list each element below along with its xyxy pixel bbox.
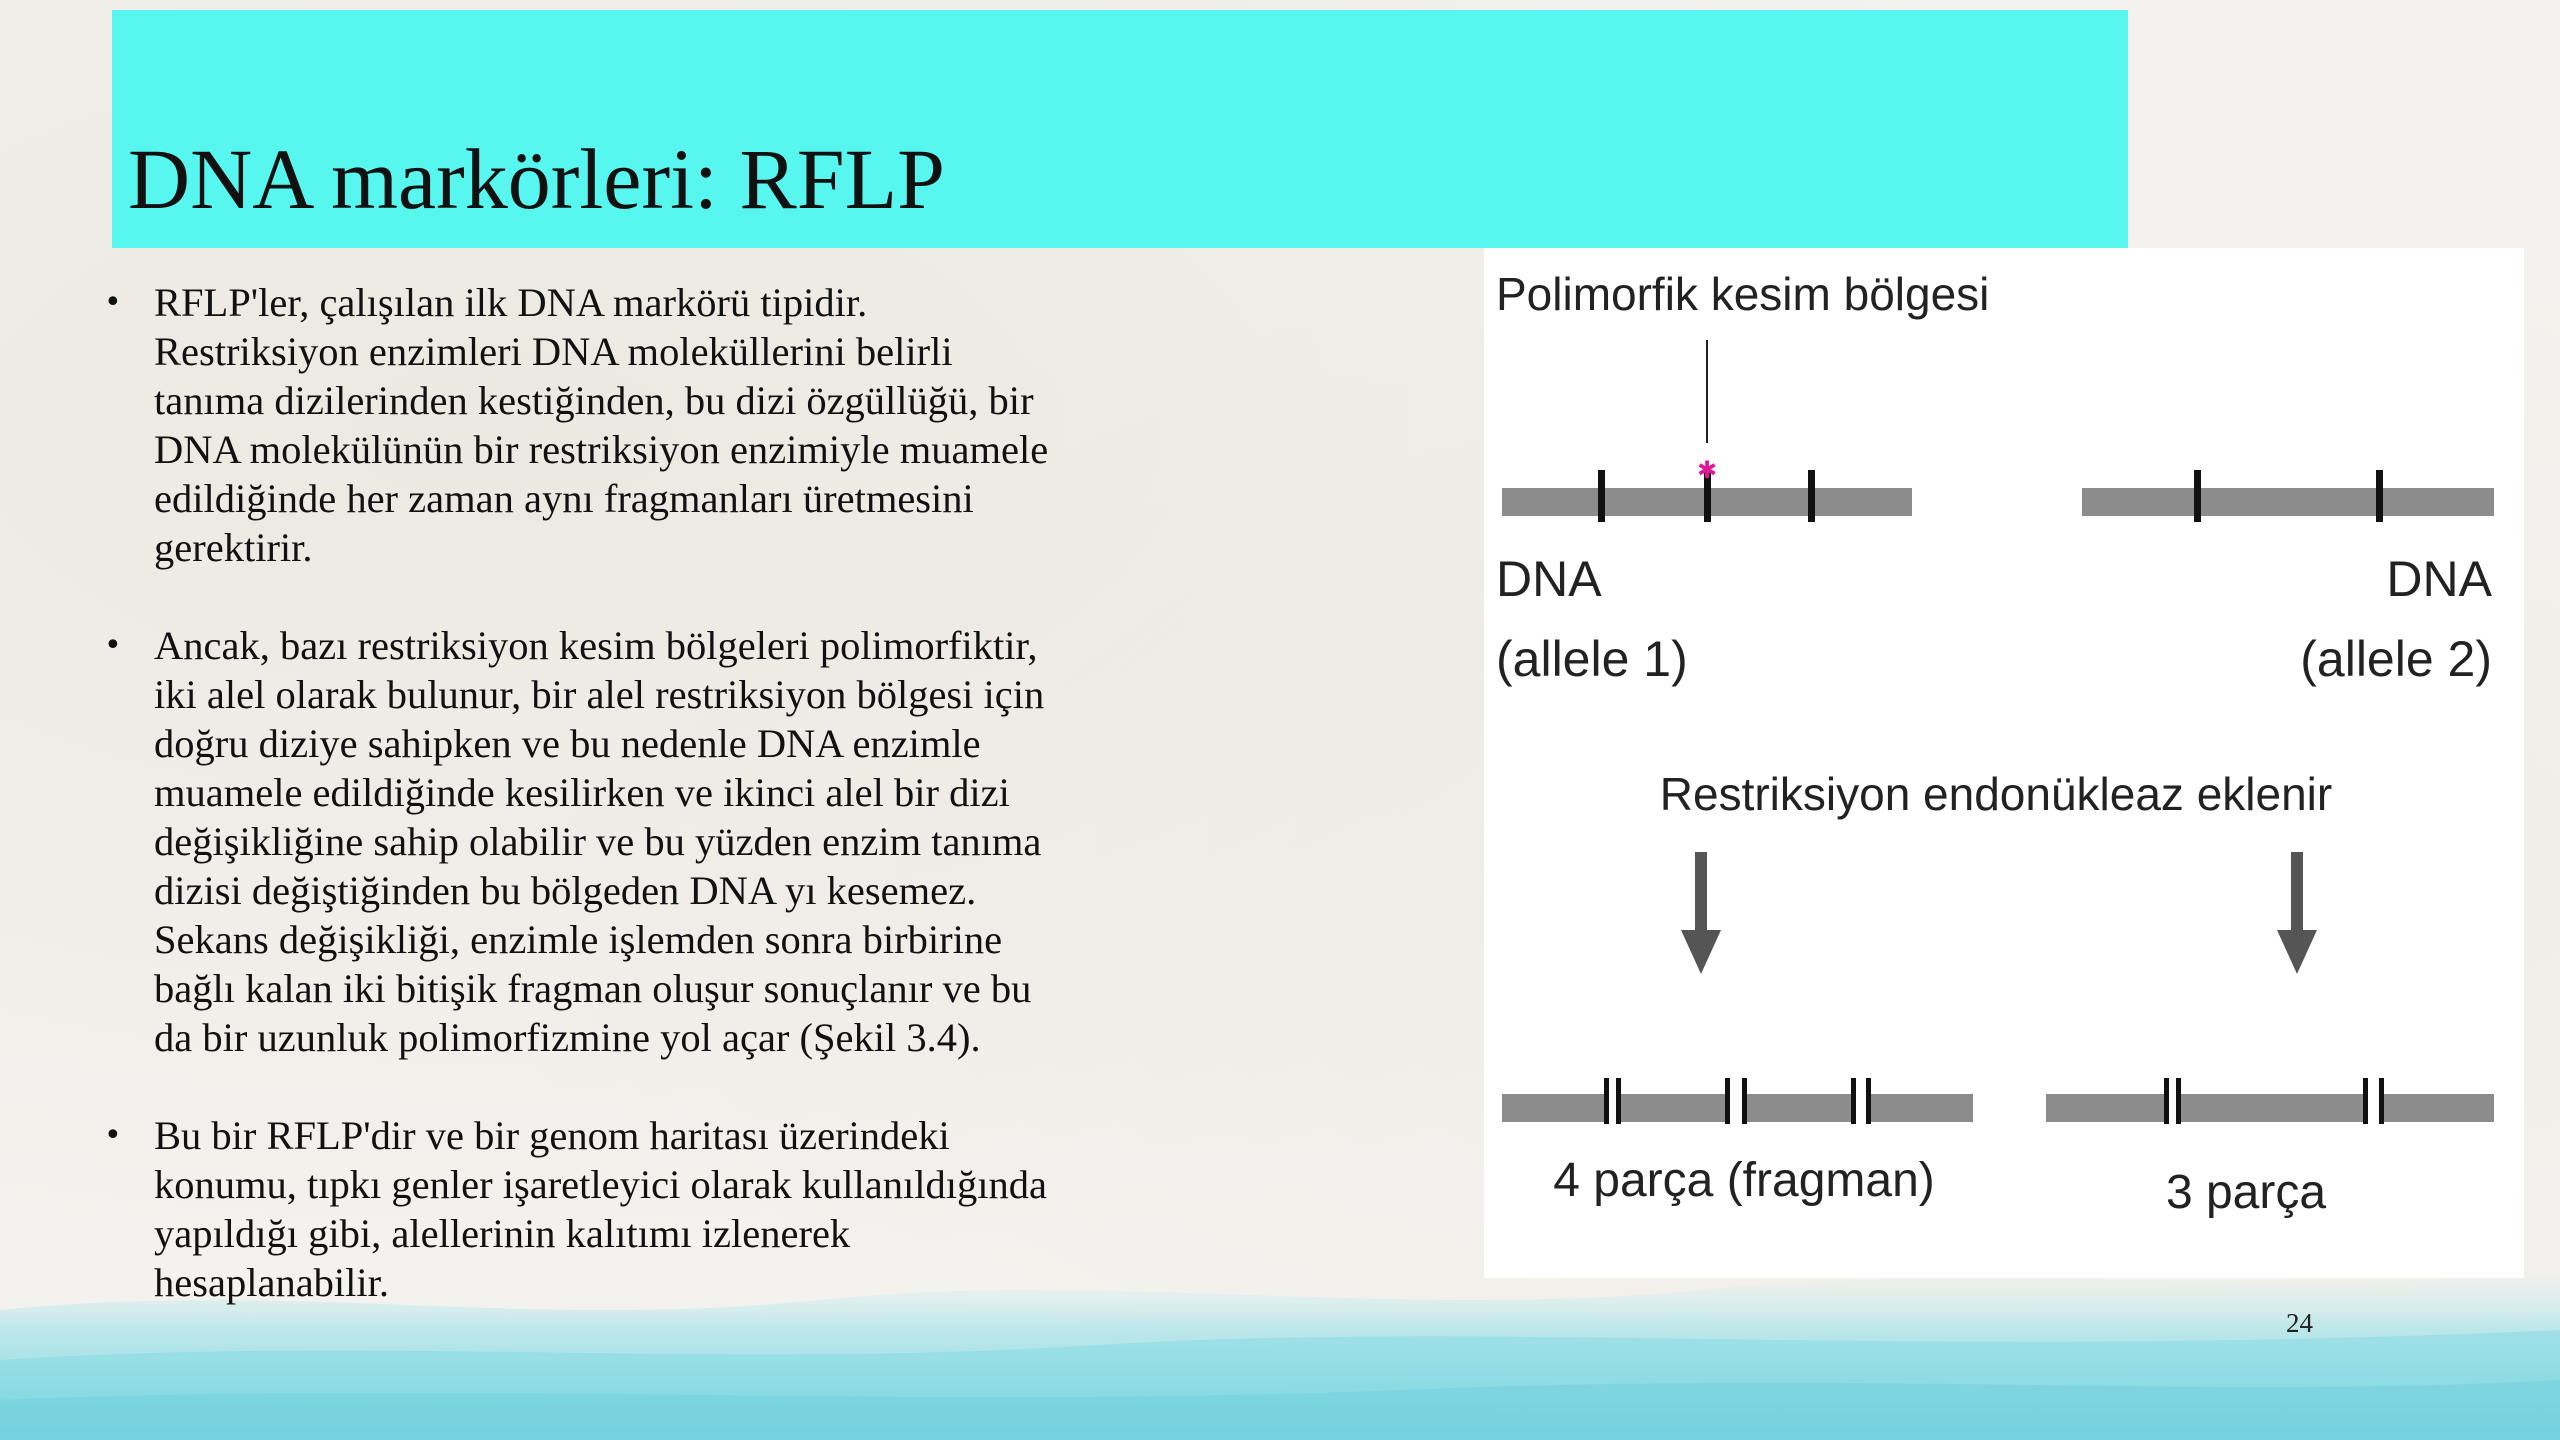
cut-site-tick xyxy=(2194,470,2201,522)
fragment-end-tick xyxy=(1725,1078,1730,1124)
down-arrow-icon xyxy=(2277,852,2317,974)
allele-1-label: (allele 1) xyxy=(1496,631,1688,687)
dna-bar-allele-2 xyxy=(2082,488,2494,516)
bullet-list xyxy=(100,278,1300,1356)
allele-2-dna-label: DNA xyxy=(2386,551,2492,607)
allele-2-label: (allele 2) xyxy=(2300,631,2492,687)
bullet-dot-icon: • xyxy=(104,285,122,320)
bullet-item-1 xyxy=(100,278,1300,572)
allele-2-fragments xyxy=(2046,1078,2494,1124)
fragment-end-tick xyxy=(1851,1078,1856,1124)
fragment-end-tick xyxy=(2176,1078,2181,1124)
fragment-end-tick xyxy=(1866,1078,1871,1124)
bullet-dot-icon: • xyxy=(104,1118,122,1153)
fragment xyxy=(1621,1094,1725,1122)
cut-site-tick xyxy=(1808,470,1815,522)
bullet-dot-icon: • xyxy=(104,628,122,663)
bullet-text-3: Bu bir RFLP'dir ve bir genom haritası üzerindeki konumu, tıpkı genler işaretleyici olarak kullanıldığında yapıldığı gibi, alellerinin kalıtımı izlenerek hesaplanabilir. xyxy=(154,1113,1048,1305)
rflp-diagram-svg xyxy=(1484,248,2524,1278)
bullet-item-2 xyxy=(100,621,1300,1062)
cut-site-tick xyxy=(1598,470,1605,522)
fragment xyxy=(1747,1094,1851,1122)
polymorphic-site-mark-icon: ✱ xyxy=(1696,456,1718,484)
fragment-end-tick xyxy=(1604,1078,1609,1124)
fragment-end-tick xyxy=(1742,1078,1747,1124)
result-2-label: 3 parça xyxy=(2165,1166,2327,1219)
fragment-end-tick xyxy=(2363,1078,2368,1124)
polymorphic-site-label: Polimorfik kesim bölgesi xyxy=(1496,268,1990,320)
bullet-text-1: RFLP'ler, çalışılan ilk DNA markörü tipidir. Restriksiyon enzimleri DNA moleküllerini belirli tanıma dizilerinden kestiğinden, bu dizi özgüllüğü, bir DNA molekülünün bir restriksiyon enzimiyle muamele edildiğinde her zaman aynı fragmanları üretmesini gerektirir. xyxy=(154,280,1049,570)
fragment xyxy=(1871,1094,1973,1122)
result-1-label: 4 parça (fragman) xyxy=(1553,1154,1935,1207)
page-number: 24 xyxy=(2286,1308,2313,1338)
down-arrow-icon xyxy=(1681,852,1721,974)
restriction-step-label: Restriksiyon endonükleaz eklenir xyxy=(1659,768,2333,820)
cut-site-tick xyxy=(2376,470,2383,522)
fragment xyxy=(1502,1094,1604,1122)
fragment xyxy=(2384,1094,2494,1122)
fragment-end-tick xyxy=(2164,1078,2169,1124)
rflp-diagram xyxy=(1484,248,2524,1278)
allele-1-dna-label: DNA xyxy=(1496,551,1602,607)
bullet-text-2: Ancak, bazı restriksiyon kesim bölgeleri polimorfiktir, iki alel olarak bulunur, bir alel restriksiyon bölgesi için doğru diziye sahipken ve bu nedenle DNA enzimle muamele edildiğinde kesilirken ve ikinci alel bir dizi değişikliğine sahip olabilir ve bu yüzden enzim tanıma dizisi değiştiğinden bu bölgeden DNA yı kesemez. Sekans değişikliği, enzimle işlemden sonra birbirine bağlı kalan iki bitişik fragman oluşur sonuçlanır ve bu da bir uzunluk polimorfizmine yol açar (Şekil 3.4). xyxy=(154,623,1045,1060)
fragment-end-tick xyxy=(2379,1078,2384,1124)
fragment-end-tick xyxy=(1616,1078,1621,1124)
fragment xyxy=(2181,1094,2363,1122)
slide-title: DNA markörleri: RFLP xyxy=(128,131,945,227)
fragment xyxy=(2046,1094,2164,1122)
allele-1-fragments xyxy=(1502,1078,1973,1124)
bullet-item-3 xyxy=(100,1111,1300,1307)
